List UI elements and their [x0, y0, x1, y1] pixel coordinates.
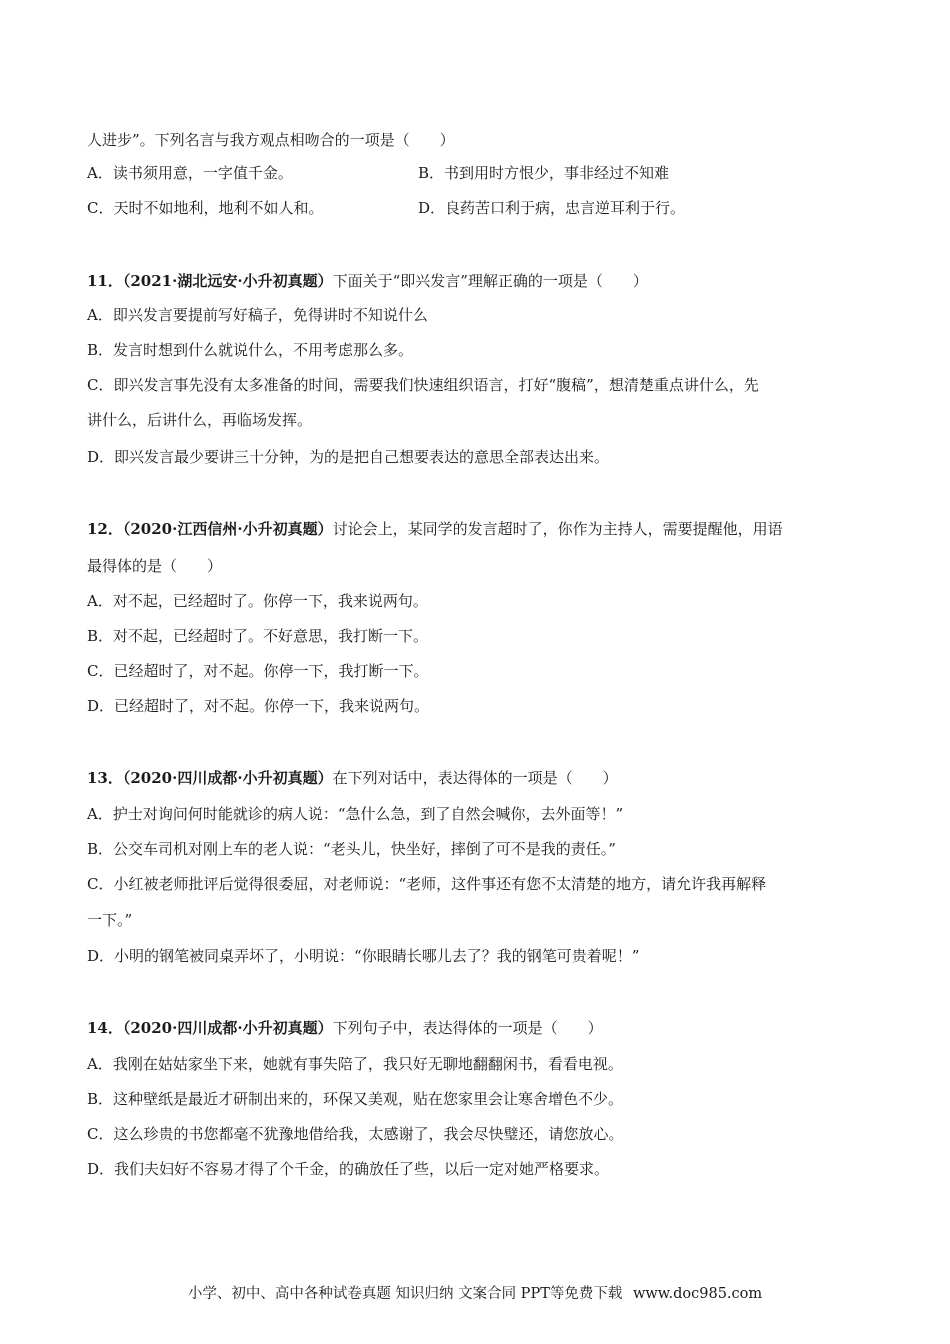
question-13-option-b: B．公交车司机对刚上车的老人说：“老头儿，快坐好，摔倒了可不是我的责任。” — [87, 840, 616, 858]
question-12-option-d: D．已经超时了，对不起。你停一下，我来说两句。 — [87, 697, 430, 715]
page-footer — [0, 1284, 950, 1304]
question-source: （2020·四川成都·小升初真题） — [122, 769, 333, 787]
question-11-option-a: A．即兴发言要提前写好稿子，免得讲时不知说什么 — [87, 306, 428, 324]
question-text: 在下列对话中，表达得体的一项是（ ） — [332, 769, 618, 787]
question-14-option-d: D．我们夫妇好不容易才得了个千金，的确放任了些，以后一定对她严格要求。 — [87, 1160, 610, 1178]
question-number: 12． — [87, 520, 123, 538]
question-12-stem — [87, 519, 783, 539]
question-14-option-c: C．这么珍贵的书您都毫不犹豫地借给我，太感谢了，我会尽快璧还，请您放心。 — [87, 1125, 624, 1143]
question-10-option-d: D．良药苦口利于病，忠言逆耳利于行。 — [418, 199, 686, 217]
question-13-option-c-continuation: 一下。” — [87, 911, 133, 929]
question-13-option-c: C．小红被老师批评后觉得很委屈，对老师说：“老师，这件事还有您不太清楚的地方，请允许我再解释 — [87, 875, 767, 893]
question-12-option-b: B．对不起，已经超时了。不好意思，我打断一下。 — [87, 627, 429, 645]
question-13-stem — [87, 768, 618, 788]
footer-ad-text: 小学、初中、高中各种试卷真题 知识归纳 文案合同 PPT等免费下载 — [187, 1286, 623, 1302]
question-13-option-d: D．小明的钢笔被同桌弄坏了，小明说：“你眼睛长哪儿去了？我的钢笔可贵着呢！” — [87, 947, 640, 965]
question-10-stem-continuation: 人进步”。下列名言与我方观点相吻合的一项是（ ） — [87, 131, 455, 149]
question-11-option-c-continuation: 讲什么，后讲什么，再临场发挥。 — [87, 411, 313, 429]
question-12-option-c: C．已经超时了，对不起。你停一下，我打断一下。 — [87, 662, 429, 680]
question-13-option-a: A．护士对询问何时能就诊的病人说：“急什么急，到了自然会喊你，去外面等！” — [87, 805, 624, 823]
question-source: （2021·湖北远安·小升初真题） — [122, 272, 333, 290]
question-source: （2020·江西信州·小升初真题） — [122, 520, 333, 538]
question-14-stem — [87, 1018, 603, 1038]
question-11-stem — [87, 271, 648, 291]
question-number: 11． — [87, 272, 123, 290]
question-text: 讨论会上，某同学的发言超时了，你作为主持人，需要提醒他，用语 — [332, 520, 783, 538]
footer-url-link[interactable]: www.doc985.com — [632, 1286, 763, 1302]
question-11-option-d: D．即兴发言最少要讲三十分钟，为的是把自己想要表达的意思全部表达出来。 — [87, 448, 610, 466]
question-11-option-c: C．即兴发言事先没有太多准备的时间，需要我们快速组织语言，打好“腹稿”，想清楚重点讲什么，先 — [87, 376, 759, 394]
question-text: 下面关于“即兴发言”理解正确的一项是（ ） — [332, 272, 648, 290]
question-12-stem-continuation: 最得体的是（ ） — [87, 557, 223, 575]
question-10-option-b: B．书到用时方恨少，事非经过不知难 — [418, 164, 670, 182]
question-10-option-a: A．读书须用意，一字值千金。 — [87, 164, 293, 182]
question-source: （2020·四川成都·小升初真题） — [122, 1019, 333, 1037]
question-text: 下列句子中，表达得体的一项是（ ） — [332, 1019, 603, 1037]
question-number: 14． — [87, 1019, 123, 1037]
question-11-option-b: B．发言时想到什么就说什么，不用考虑那么多。 — [87, 341, 414, 359]
question-12-option-a: A．对不起，已经超时了。你停一下，我来说两句。 — [87, 592, 428, 610]
question-number: 13． — [87, 769, 123, 787]
question-14-option-a: A．我刚在姑姑家坐下来，她就有事失陪了，我只好无聊地翻翻闲书，看看电视。 — [87, 1055, 623, 1073]
question-14-option-b: B．这种壁纸是最近才研制出来的，环保又美观，贴在您家里会让寒舍增色不少。 — [87, 1090, 624, 1108]
question-10-option-c: C．天时不如地利，地利不如人和。 — [87, 199, 324, 217]
